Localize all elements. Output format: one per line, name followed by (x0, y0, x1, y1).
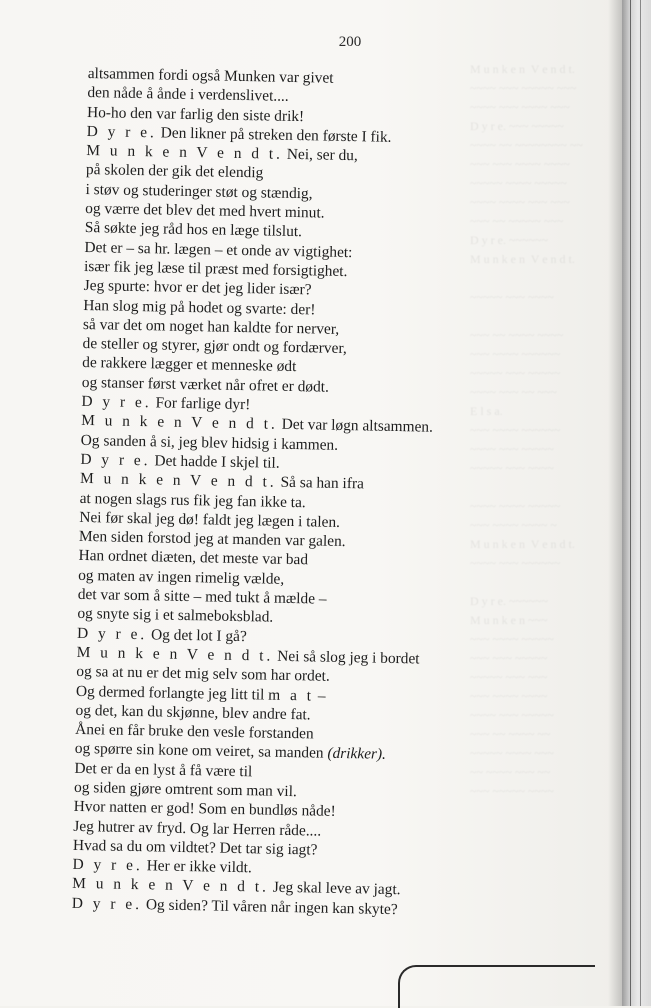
line-text: det var som å sitte – med tukt å mælde – (77, 585, 327, 608)
speaker-name: M u n k e n V e n d t. (86, 142, 284, 163)
scanner-edge-strip (622, 0, 651, 1006)
scanner-edge-line (640, 0, 641, 1006)
line-text: Det var løgn altsammen. (281, 416, 434, 437)
line-text: i støv og studeringer støt og stændig, (85, 180, 313, 203)
line-text: Nei så slog jeg i bordet (277, 647, 420, 668)
spaced-word: m a t (268, 686, 315, 704)
line-text: Ånei en får bruke den vesle forstanden (75, 720, 314, 743)
line-text: og snyte sig i et salmeboksblad. (77, 605, 274, 626)
line-text: de steller og styrer, gjør ondt og fordærver, (82, 335, 347, 358)
line-text: Hvor natten er god! Som en bundløs nåde! (73, 798, 336, 821)
line-text: og siden gjøre omtrent som man vil. (73, 778, 297, 801)
line-text: Han ordnet diæten, det meste var bad (78, 547, 309, 569)
line-text: Nei, ser du, (286, 146, 358, 165)
line-text: Ho-ho den var farlig den siste drik! (86, 103, 305, 125)
line-text: Jeg spurte: hvor er det jeg lider især? (83, 277, 312, 299)
line-text: Her er ikke vildt. (146, 857, 252, 877)
poem-text-block (72, 64, 508, 921)
speaker-name: D y r e. (80, 450, 151, 470)
line-text: på skolen der gik det elendig (85, 161, 264, 182)
line-text: Det er da en lyst å få være til (74, 759, 253, 780)
speaker-name: D y r e. (72, 856, 143, 875)
speaker-name: M u n k e n V e n d t. (80, 412, 278, 434)
line-text: Jeg skal leve av jagt. (272, 879, 401, 899)
line-text: Det er – sa hr. lægen – et onde av vigtighet: (84, 238, 353, 261)
line-text: Han slog mig på hodet og svarte: der! (83, 296, 316, 318)
line-text: Jeg hutrer av fryd. Og lar Herren råde.... (73, 817, 322, 840)
line-text: og spørre sin kone om veiret, sa manden (74, 740, 324, 763)
line-text: især fik jeg læse til præst med forsigtighet. (83, 257, 348, 280)
speaker-name: D y r e. (76, 624, 148, 643)
speaker-name: D y r e. (71, 894, 143, 913)
line-text: Og det lot I gå? (150, 625, 247, 645)
page-number: 200 (338, 34, 362, 50)
line-text: Og dermed forlangte jeg litt til (75, 682, 265, 704)
scanner-edge-line (630, 0, 631, 1006)
speaker-name: M u n k e n V e n d t. (76, 643, 274, 665)
bleed-through-texture: M u n k e n V e n d t. ~~~~ ~~~ ~~~~~ ~~~ ~~~~ ~~~ ~~~~ ~~~ D y r e. ~~~ ~~~~~ ~~~~ ~~ ~~~~~~~~ ~~ ~~~ ~~~ ~~~~ ~~~~ ~~~~~ ~~~~ ~~~~~ ~~~~ ~~~~ ~~~ ~~~ ~~~ ~~ ~~~~~ ~~~ D y r e. ~~~~~~ M u n k e n V e n d t. ~~~~~ ~~~ ~~~~ ~~~ ~~ ~~~~ ~~~~ ~~~ ~~~~ ~~~~~~ ~~~~~ ~~~ ~~~~~ ~~~~ ~~~ ~~ ~~~ E l s a. ~~~ ~~~~ ~~~~~~ ~~~~ ~~~ ~~~~~ ~~~~~ ~~~ ~~~~ ~~~~ ~~~~ ~~~~~ ~~~ ~~~~ ~~~~ ~ M u n k e n V e n d t. ~~~~ ~~~ ~~~~~~ D y r e. ~~~~~~ M u n k e n ~~~ ~~~ ~~~~ ~~~~~ ~~~ ~~~ ~~~~~ ~~~~~ ~~~ ~~~ ~~~ ~~~~ ~~~~ ~~~~ ~~~ ~~~~~ ~~~ ~~ ~~~~ ~~ ~~~~~ ~~~~ ~~~ ~~ ~~~~ ~~~ ~~ ~~~ ~~~~~ ~~~~ (470, 62, 583, 798)
speaker-name: M u n k e n V e n d t. (72, 875, 270, 897)
line-text: så var det om noget han kaldte for nerver, (82, 315, 340, 338)
line-text: Hvad sa du om vildtet? Det tar sig iagt? (72, 836, 318, 859)
line-text: Men siden forstod jeg at manden var galen. (78, 528, 346, 551)
line-text: Den likner på streken den første I fik. (160, 124, 392, 146)
page-edge-shadow (608, 0, 622, 1006)
line-text: Så sa han ifra (280, 474, 365, 493)
line-text: Og sanden å si, jeg blev hidsig i kammen. (80, 431, 339, 454)
line-text: og det, kan du skjønne, blev andre fat. (75, 701, 311, 724)
line-text: at nogen slags rus fik jeg fan ikke ta. (79, 489, 306, 511)
line-text: de rakkere lægger et menneske ødt (82, 354, 297, 376)
speaker-name: D y r e. (81, 392, 152, 412)
speaker-name: D y r e. (86, 122, 158, 142)
bookmark-tab (398, 965, 595, 1008)
line-text: altsammen fordi også Munken var givet (87, 64, 334, 87)
speaker-name: M u n k e n V e n d t. (79, 470, 277, 491)
line-text: Det hadde I skjel til. (154, 452, 280, 472)
line-text: og værre det blev det med hvert minut. (85, 200, 325, 222)
line-text: Nei før skal jeg dø! faldt jeg lægen i talen. (79, 508, 341, 531)
line-tail: – (313, 686, 326, 705)
line-text: og stanser først værket når ofret er dødt. (81, 373, 330, 396)
line-text: og maten av ingen rimelig vælde, (78, 566, 285, 588)
line-text: Så søkte jeg råd hos en læge tilslut. (84, 219, 303, 241)
line-text: For farlige dyr! (155, 394, 251, 414)
stage-direction: (drikker). (327, 745, 387, 764)
line-text: den nåde å ånde i verdenslivet.... (87, 84, 289, 106)
line-text: Og siden? Til våren når ingen kan skyte? (145, 896, 398, 918)
line-text: og sa at nu er det mig selv som har ordet. (76, 663, 330, 685)
